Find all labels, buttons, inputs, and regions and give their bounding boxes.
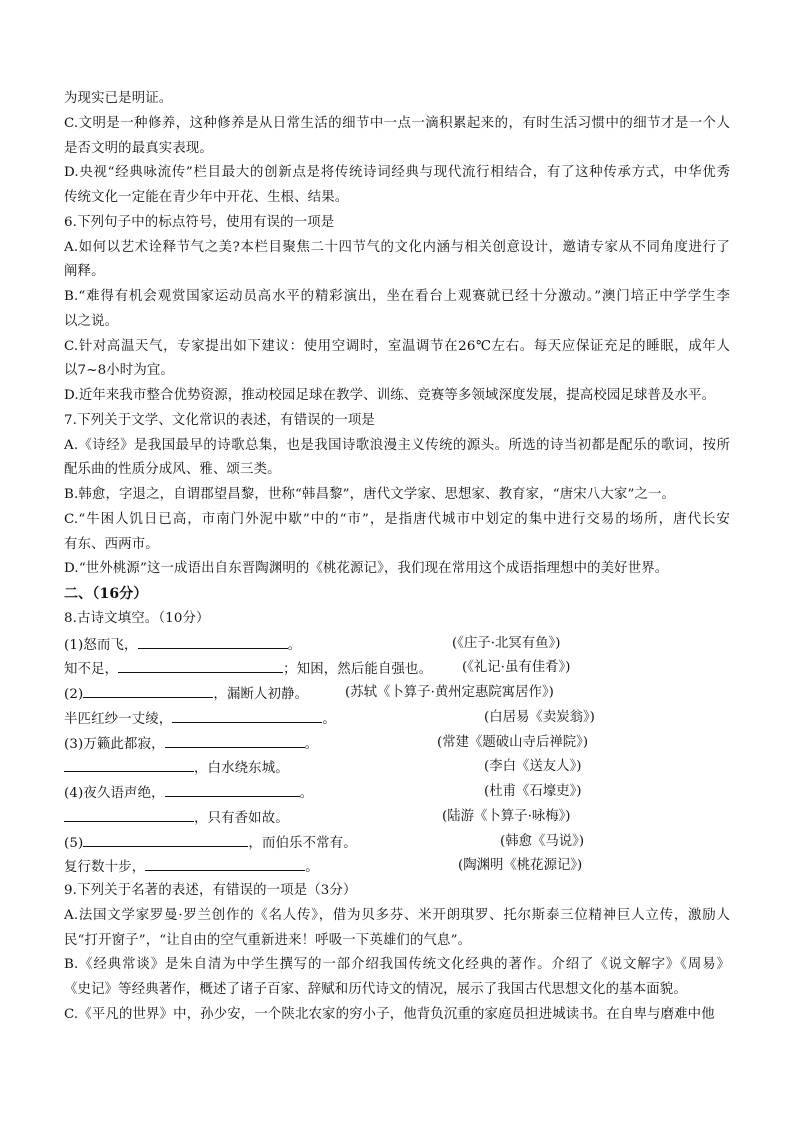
citation-source: (陆游《卜算子·咏梅》) (442, 808, 571, 824)
fill-in-row (64, 658, 432, 678)
text-line: 《史记》等经典著作，概述了诸子百家、辞赋和历代诗文的情况，展示了我国古代思想文化的基本面貌。 (64, 982, 687, 997)
answer-blank[interactable] (138, 634, 288, 649)
fill-in-suffix: 。 (322, 711, 336, 727)
text-line: 以之说。 (64, 313, 119, 329)
text-line: D.近年来我市整合优势资源，推动校园足球在教学、训练、竞赛等多领域深度发展，提高校园足球普及水平。 (64, 388, 716, 403)
text-line: 有东、西两市。 (64, 536, 159, 552)
text-line: A.法国文学家罗曼·罗兰创作的《名人传》，借为贝多芬、米开朗琪罗、托尔斯泰三位精神巨人立传，激励人 (64, 907, 730, 923)
answer-blank[interactable] (83, 683, 213, 698)
text-line: B.韩愈，字退之，自谓郡望昌黎，世称“韩昌黎”，唐代文学家、思想家、教育家，“唐宋八大家”之一。 (64, 487, 676, 502)
fill-in-suffix: 。 (299, 786, 314, 801)
fill-in-row (64, 782, 313, 802)
answer-blank[interactable] (165, 733, 305, 748)
fill-in-row (64, 807, 289, 827)
text-line: 6.下列句子中的标点符号，使用有误的一项是 (64, 214, 335, 230)
fill-in-prefix: (5) (64, 835, 84, 851)
citation-source: (白居易《卖炭翁》) (484, 709, 595, 725)
citation-source: (苏轼《卜算子·黄州定惠院寓居作》) (345, 685, 554, 700)
answer-blank[interactable] (172, 708, 322, 723)
text-line: A.如何以艺术诠释节气之美?本栏目聚焦二十四节气的文化内涵与相关创意设计，邀请专家从不同角度进行了 (64, 239, 730, 255)
text-line: B.“难得有机会观赏国家运动员高水平的精彩演出，坐在看台上观赛就已经十分激动。”澳门培正中学学生李 (64, 289, 730, 304)
fill-in-row (64, 634, 301, 654)
fill-in-row (64, 757, 289, 777)
citation-source: (韩愈《马说》) (500, 833, 585, 849)
citation-source: (《礼记·虽有佳肴》) (462, 660, 571, 676)
fill-in-prefix: (4)夜久语声绝， (64, 786, 165, 801)
answer-blank[interactable] (165, 782, 300, 797)
text-line: C.“牛困人饥日已高，市南门外泥中歇”中的“市”，是指唐代城市中划定的集中进行交易的场所，唐代长安 (64, 511, 730, 527)
fill-in-suffix: ，白水绕东城。 (194, 761, 289, 777)
fill-in-suffix: 。 (287, 637, 302, 653)
fill-in-prefix: (3)万籁此都寂， (64, 736, 165, 752)
text-line: 阐释。 (64, 264, 105, 280)
text-line: 7.下列关于文学、文化常识的表述，有错误的一项是 (64, 412, 375, 428)
text-line: D.央视“经典咏流传”栏目最大的创新点是将传统诗词经典与现代流行相结合，有了这种传承方式，中华优秀 (64, 165, 730, 181)
fill-in-suffix: 。 (304, 736, 319, 752)
answer-blank[interactable] (118, 658, 283, 673)
fill-in-prefix: 知不足， (64, 662, 119, 678)
fill-in-prefix: (2) (64, 687, 84, 702)
fill-in-suffix: 。 (305, 860, 319, 876)
citation-source: (李白《送友人》) (484, 759, 582, 775)
fill-in-row (64, 683, 308, 703)
citation-source: (《庄子·北冥有鱼》) (452, 635, 561, 651)
fill-in-row (64, 856, 319, 876)
text-line: 是否文明的最真实表现。 (64, 140, 213, 156)
text-line: 以7~8小时为宜。 (64, 363, 174, 379)
text-line: 配乐曲的性质分成风、雅、颂三类。 (64, 462, 281, 478)
text-line: C.文明是一种修养，这种修养是从日常生活的细节中一点一滴积累起来的，有时生活习惯中的细节才是一个人 (64, 115, 730, 131)
fill-in-prefix: (1)怒而飞， (64, 637, 138, 653)
fill-in-suffix: ，漏断人初静。 (213, 687, 309, 702)
text-line: 民“打开窗子”，“让自由的空气重新进来！呼吸一下英雄们的气息”。 (64, 932, 472, 948)
text-line: A.《诗经》是我国最早的诗歌总集，也是我国诗歌浪漫主义传统的源头。所选的诗当初都是配乐的歌词，按所 (64, 437, 730, 453)
answer-blank[interactable] (145, 856, 305, 871)
fill-in-row (64, 733, 318, 753)
text-line: 9.下列关于名著的表述，有错误的一项是（3分） (64, 883, 357, 898)
fill-in-suffix: ，而伯乐不常有。 (248, 835, 357, 851)
answer-blank[interactable] (83, 832, 248, 847)
text-line: C.针对高温天气，专家提出如下建议：使用空调时，室温调节在26℃左右。每天应保证充足的睡眠，成年人 (64, 338, 730, 354)
fill-in-suffix: ；知困，然后能自强也。 (283, 662, 433, 678)
text-line: 为现实已是明证。 (64, 91, 173, 106)
fill-in-suffix: ，只有香如故。 (194, 810, 289, 826)
fill-in-row (64, 708, 336, 728)
fill-in-prefix: 半匹红纱一丈绫， (64, 711, 173, 727)
text-line: B.《经典常谈》是朱自清为中学生撰写的一部介绍我国传统文化经典的著作。介绍了《说文解字》《周易》 (64, 957, 730, 973)
citation-source: (常建《题破山寺后禅院》) (437, 734, 589, 750)
answer-blank[interactable] (64, 757, 194, 772)
citation-source: (杜甫《石壕吏》) (484, 784, 582, 799)
fill-in-prefix: 复行数十步， (64, 860, 146, 876)
citation-source: (陶渊明《桃花源记》) (458, 858, 583, 874)
text-line: D.“世外桃源”这一成语出自东晋陶渊明的《桃花源记》，我们现在常用这个成语指理想中的美好世界。 (64, 561, 669, 577)
text-line: C.《平凡的世界》中，孙少安，一个陕北农家的穷小子，他背负沉重的家庭员担进城读书。在自卑与磨难中他 (64, 1006, 715, 1022)
fill-in-row (64, 832, 357, 852)
text-line: 传统文化一定能在青少年中开花、生根、结果。 (64, 190, 349, 205)
answer-blank[interactable] (64, 807, 194, 822)
section-heading: 二、（16分） (64, 586, 148, 602)
question-stem: 8.古诗文填空。（10分） (64, 610, 210, 626)
